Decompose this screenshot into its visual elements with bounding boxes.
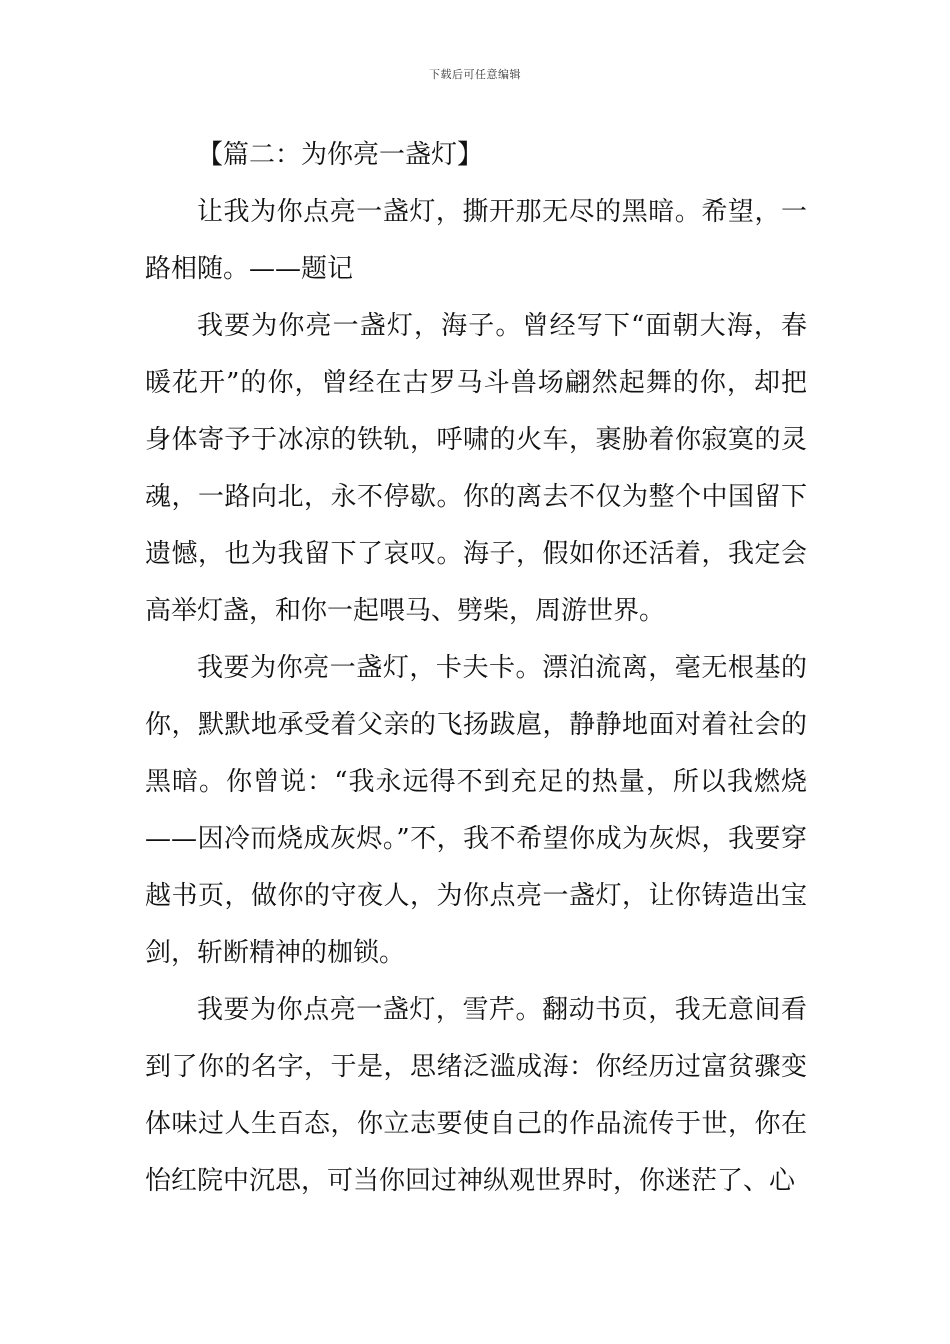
paragraph-xueqin: 我要为你点亮一盏灯，雪芹。翻动书页，我无意间看到了你的名字，于是，思绪泛滥成海：你经历过富贫骤变体味过人生百态，你立志要使自己的作品流传于世，你在怡红院中沉思，可当你回过神纵观世界时，你迷茫了、心 <box>145 995 807 1196</box>
epigraph-paragraph: 让我为你点亮一盏灯，撕开那无尽的黑暗。希望，一路相随。——题记 <box>145 197 807 284</box>
article-title: 【篇二：为你亮一盏灯】 <box>197 140 484 170</box>
paragraph-haizi: 我要为你亮一盏灯，海子。曾经写下“面朝大海，春暖花开”的你，曾经在古罗马斗兽场翩然起舞的你，却把身体寄予于冰凉的铁轨，呼啸的火车，裹胁着你寂寞的灵魂，一路向北，永不停歇。你的离去不仅为整个中国留下遗憾，也为我留下了哀叹。海子，假如你还活着，我定会高举灯盏，和你一起喂马、劈柴，周游世界。 <box>145 311 807 626</box>
paragraph-kafka: 我要为你亮一盏灯，卡夫卡。漂泊流离，毫无根基的你，默默地承受着父亲的飞扬跋扈，静静地面对着社会的黑暗。你曾说：“我永远得不到充足的热量，所以我燃烧——因冷而烧成灰烬。”不，我不希望你成为灰烬，我要穿越书页，做你的守夜人，为你点亮一盏灯，让你铸造出宝剑，斩断精神的枷锁。 <box>145 653 807 968</box>
article-body <box>145 127 807 1210</box>
header-note: 下载后可任意编辑 <box>429 68 521 81</box>
